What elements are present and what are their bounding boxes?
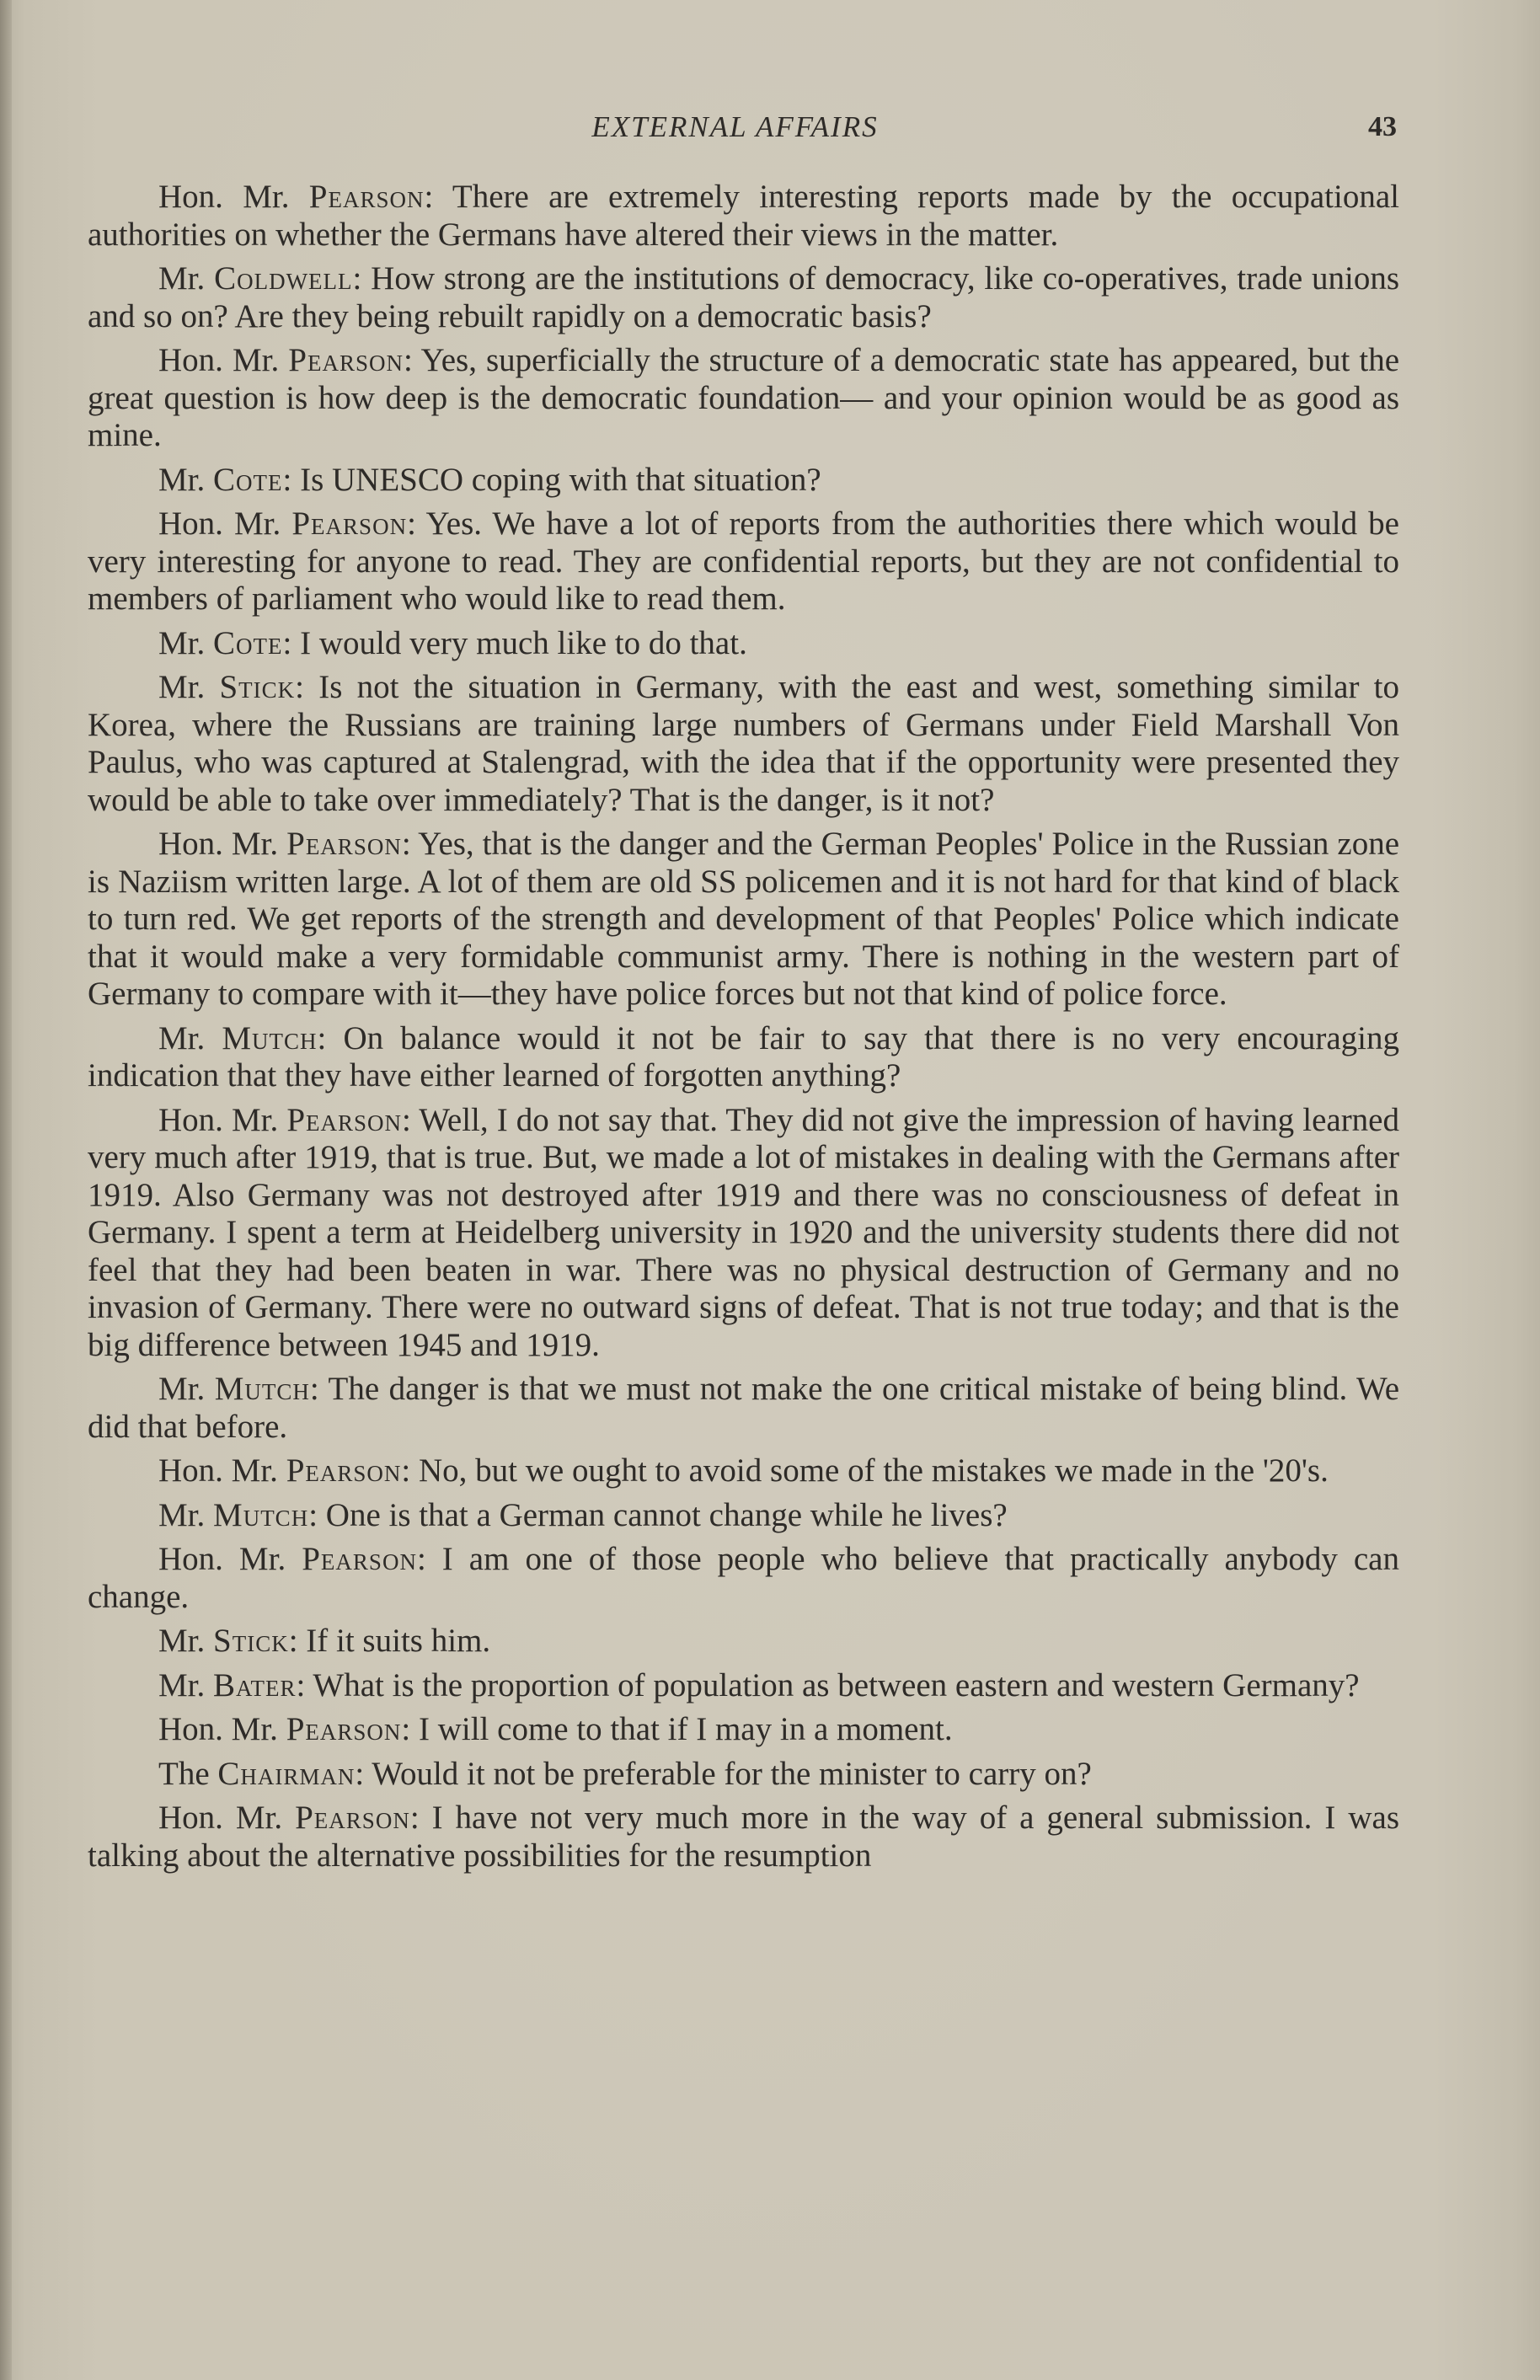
binding-gutter <box>0 0 12 2380</box>
paragraph-prefix: Hon. Mr. <box>158 1541 302 1577</box>
speaker-name: Pearson <box>286 1452 402 1489</box>
paragraph-prefix: Hon. Mr. <box>158 1711 286 1747</box>
paragraph-text: : I have not very much more in the way of a general submission. I was talking about the alternative possibilities for the resumption <box>88 1800 1399 1874</box>
paragraph-text: : There are extremely interesting reports made by the occupational authorities on whether the Germans have altered their views in the matter. <box>88 179 1399 253</box>
speaker-name: Mutch <box>213 1496 309 1533</box>
paragraph-prefix: Mr. <box>158 1019 222 1056</box>
paragraph <box>88 462 1399 500</box>
speaker-name: Mutch <box>214 1371 310 1407</box>
paragraph-prefix: Hon. Mr. <box>158 505 292 542</box>
speaker-name: Coldwell <box>214 260 353 297</box>
paragraph-text: : How strong are the institutions of democracy, like co-operatives, trade unions and so on? Are they being rebuilt rapidly on a democratic basis? <box>88 260 1399 334</box>
paragraph-text: : Yes, superficially the structure of a democratic state has appeared, but the great question is how deep is the democratic foundation— and your opinion would be as good as mine. <box>88 342 1399 453</box>
speaker-name: Stick <box>219 669 296 705</box>
speaker-name: Pearson <box>288 342 404 378</box>
speaker-name: Pearson <box>308 179 425 215</box>
speaker-name: Pearson <box>286 1711 402 1747</box>
paragraph-prefix: Mr. <box>158 1496 214 1533</box>
speaker-name: Pearson <box>295 1800 410 1836</box>
paragraph <box>88 1452 1399 1490</box>
paragraph-text: : On balance would it not be fair to say that there is no very encouraging indication that they have either learned of forgotten anything? <box>88 1019 1399 1094</box>
paragraph <box>88 1102 1399 1365</box>
paragraph-text: : I would very much like to do that. <box>282 624 747 661</box>
paragraph-prefix: Mr. <box>158 624 214 661</box>
paragraph <box>88 260 1399 335</box>
running-title: EXTERNAL AFFAIRS <box>591 110 879 143</box>
paragraph-prefix: Mr. <box>158 669 220 705</box>
paragraph-text: : Well, I do not say that. They did not give the impression of having learned very much after 1919, that is true. But, we made a lot of mistakes in dealing with the Germans after 1919. Also Germany was not destroyed after 1919 and there was no consciousness of defeat in Germany. I spent a term at Heidelberg university in 1920 and the university students there did not feel that they had been beaten in war. There was no physical destruction of Germany and no invasion of Germany. There were no outward signs of defeat. That is not true today; and that is the big difference between 1945 and 1919. <box>88 1101 1399 1363</box>
paragraph <box>88 342 1399 455</box>
paragraph-text: : Would it not be preferable for the minister to carry on? <box>355 1755 1092 1792</box>
paragraph <box>88 1667 1399 1705</box>
paragraph-text: : Yes, that is the danger and the German Peoples' Police in the Russian zone is Naziism written large. A lot of them are old SS policemen and it is not hard for that kind of black to turn red. We get reports of the strength and development of that Peoples' Police which indicate that it would make a very formidable communist army. There is nothing in the western part of Germany to compare with it—they have police forces but not that kind of police force. <box>88 826 1400 1012</box>
running-header <box>0 104 1540 150</box>
paragraph <box>88 179 1399 254</box>
paragraph-text: : No, but we ought to avoid some of the mistakes we made in the '20's. <box>401 1452 1329 1489</box>
speaker-name: Pearson <box>291 505 408 542</box>
speaker-name: Pearson <box>286 826 402 862</box>
page-number: 43 <box>1368 111 1397 142</box>
paragraph <box>88 1800 1399 1875</box>
paragraph-prefix: Hon. Mr. <box>158 342 289 378</box>
paragraph <box>88 1756 1399 1794</box>
paragraph-prefix: Mr. <box>158 1666 214 1703</box>
paragraph <box>88 669 1399 819</box>
speaker-name: Mutch <box>222 1019 318 1056</box>
paragraph-prefix: The <box>158 1755 218 1792</box>
paragraph-text: : One is that a German cannot change while he lives? <box>308 1496 1008 1533</box>
paragraph-prefix: Hon. Mr. <box>158 1452 286 1489</box>
paragraph-prefix: Hon. Mr. <box>158 826 287 862</box>
speaker-name: Bater <box>213 1666 297 1703</box>
paragraph <box>88 1541 1399 1616</box>
paragraph-text: : I am one of those people who believe that practically anybody can change. <box>88 1541 1399 1615</box>
paragraph-text: : Is UNESCO coping with that situation? <box>282 461 821 498</box>
paragraph-text: : Is not the situation in Germany, with the east and west, something similar to Korea, where the Russians are training large numbers of Germans under Field Marshall Von Paulus, who was captured at Stalengrad, with the idea that if the opportunity were presented they would be able to take over immediately? That is the danger, is it not? <box>88 669 1399 818</box>
speaker-name: Chairman <box>217 1755 356 1792</box>
speaker-name: Pearson <box>286 1101 403 1138</box>
paragraph-prefix: Mr. <box>158 461 214 498</box>
body-text <box>88 179 1399 1881</box>
paragraph <box>88 826 1399 1014</box>
paragraph-text: : Yes. We have a lot of reports from the authorities there which would be very interesting for anyone to read. They are confidential reports, but they are not confidential to members of parliament who would like to read them. <box>88 505 1399 617</box>
paragraph-text: : What is the proportion of population as between eastern and western Germany? <box>296 1666 1360 1703</box>
paragraph <box>88 1020 1399 1095</box>
paragraph <box>88 505 1399 618</box>
paragraph-text: : If it suits him. <box>288 1623 491 1659</box>
paragraph <box>88 1497 1399 1535</box>
paragraph-prefix: Hon. Mr. <box>158 1800 296 1836</box>
speaker-name: Stick <box>213 1623 289 1659</box>
paragraph <box>88 625 1399 663</box>
speaker-name: Cote <box>213 624 283 661</box>
paragraph-text: : The danger is that we must not make the one critical mistake of being blind. We did that before. <box>88 1371 1399 1445</box>
paragraph-prefix: Hon. Mr. <box>158 1101 287 1138</box>
paragraph-text: : I will come to that if I may in a moment. <box>401 1711 953 1747</box>
paragraph <box>88 1711 1399 1749</box>
paragraph <box>88 1371 1399 1446</box>
speaker-name: Pearson <box>302 1541 417 1577</box>
paragraph-prefix: Mr. <box>158 1623 214 1659</box>
paragraph <box>88 1623 1399 1661</box>
paragraph-prefix: Mr. <box>158 1371 215 1407</box>
speaker-name: Cote <box>213 461 283 498</box>
paragraph-prefix: Hon. Mr. <box>158 179 309 215</box>
paragraph-prefix: Mr. <box>158 260 215 297</box>
